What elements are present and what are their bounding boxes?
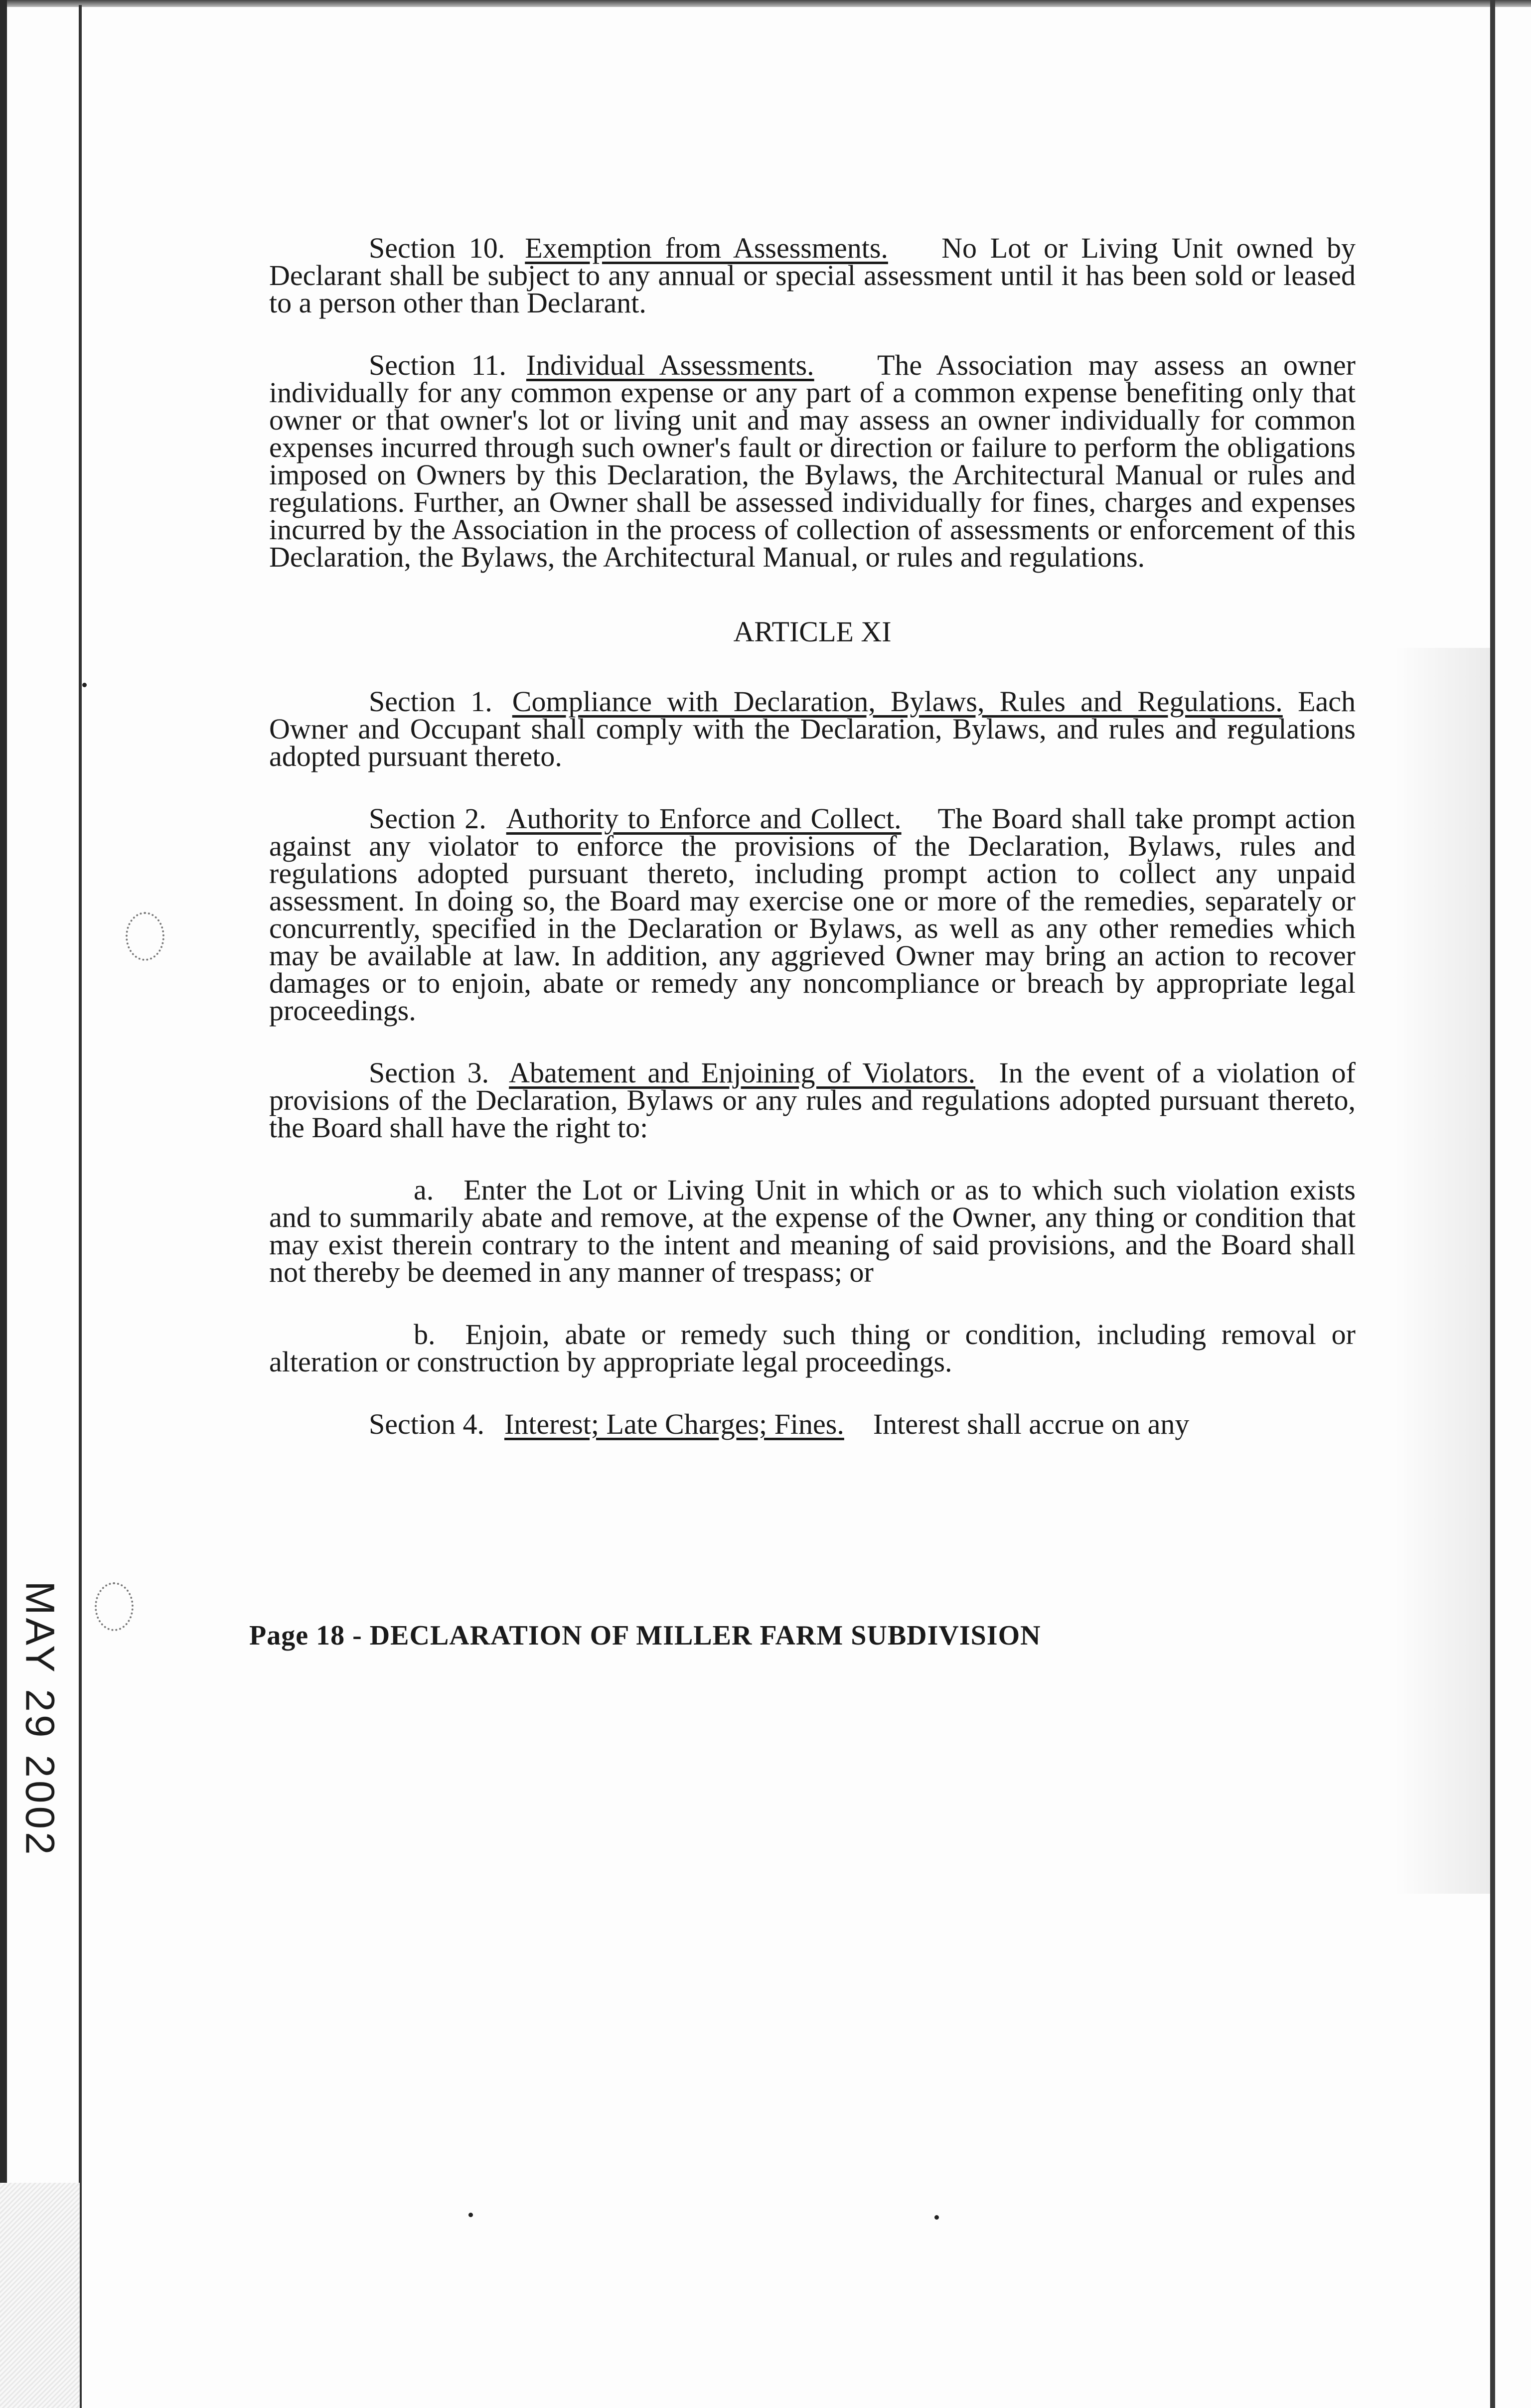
date-stamp-text: MAY 29 2002 <box>17 1581 63 1858</box>
section-label: Section 3. <box>369 1056 489 1089</box>
section-label: Section 10. <box>369 232 505 264</box>
article-section-2 <box>269 802 1356 1027</box>
section-10 <box>269 232 1356 319</box>
scan-left-edge <box>0 0 7 2408</box>
section-label: Section 2. <box>369 802 486 835</box>
subsection-a <box>269 1176 1356 1286</box>
article-section-1 <box>269 685 1356 772</box>
section-label: Section 11. <box>369 349 506 381</box>
punch-hole <box>95 1582 134 1631</box>
date-stamp <box>0 1581 80 1858</box>
subsection-letter: b. <box>414 1318 436 1351</box>
scan-noise <box>0 2183 80 2408</box>
section-text: No Lot or Living Unit owned by Declarant shall be subject to any annual or special assessment until it has been sold or leased to a person other than Declarant. <box>269 232 1356 319</box>
subsection-text: Enjoin, abate or remedy such thing or condition, including removal or alteration or construction by appropriate legal proceedings. <box>269 1318 1356 1378</box>
section-title: Individual Assessments. <box>526 349 814 381</box>
scan-shadow <box>1395 648 1490 1894</box>
scan-speck <box>934 2215 939 2220</box>
section-text: The Association may assess an owner individually for any common expense or any part of a common expense benefiting only that owner or that owner's lot or living unit and may assess an owner individually for common expenses incurred through such owner's fault or direction or failure to perform the obligations imposed on Owners by this Declaration, the Bylaws, the Architectural Manual or rules and regulations. Further, an Owner shall be assessed individually for fines, charges and expenses incurred by the Association in the process of collection of assessments or enforcement of this Declaration, the Bylaws, the Architectural Manual, or rules and regulations. <box>269 349 1356 573</box>
subsection-text: Enter the Lot or Living Unit in which or as to which such violation exists and to summarily abate and remove, at the expense of the Owner, any thing or condition that may exist therein contrary to the intent and meaning of said provisions, and the Board shall not thereby be deemed in any manner of trespass; or <box>269 1174 1356 1288</box>
document-body <box>269 234 1356 1473</box>
article-section-4 <box>269 1410 1356 1438</box>
section-11 <box>269 351 1356 571</box>
section-text: In the event of a violation of provisions of the Declaration, Bylaws or any rules and regulations adopted pursuant thereto, the Board shall have the right to: <box>269 1056 1356 1144</box>
article-section-3 <box>269 1056 1356 1144</box>
section-title: Abatement and Enjoining of Violators. <box>509 1056 976 1089</box>
section-title: Compliance with Declaration, Bylaws, Rules and Regulations. <box>512 685 1283 718</box>
section-label: Section 4. <box>369 1408 484 1440</box>
section-title: Interest; Late Charges; Fines. <box>504 1408 844 1440</box>
section-title: Authority to Enforce and Collect. <box>506 802 902 835</box>
scan-right-edge <box>1490 0 1495 2408</box>
binding-edge <box>79 5 82 2408</box>
punch-hole <box>126 912 164 961</box>
subsection-letter: a. <box>414 1174 434 1206</box>
scan-speck <box>82 683 87 687</box>
scan-top-edge <box>0 0 1531 7</box>
section-label: Section 1. <box>369 685 492 718</box>
section-text: Each Owner and Occupant shall comply with the Declaration, Bylaws, and rules and regulations adopted pursuant thereto. <box>269 685 1356 772</box>
page-footer: Page 18 - DECLARATION OF MILLER FARM SUBDIVISION <box>249 1620 1041 1651</box>
scan-speck <box>468 2213 473 2217</box>
subsection-b <box>269 1318 1356 1378</box>
section-title: Exemption from Assessments. <box>525 232 888 264</box>
section-text: Interest shall accrue on any <box>873 1408 1190 1440</box>
section-text: The Board shall take prompt action against any violator to enforce the provisions of the Declaration, Bylaws, rules and regulations adopted pursuant thereto, including prompt action to collect any unpaid assessment. In doing so, the Board may exercise one or more of the remedies, separately or concurrently, specified in the Declaration or Bylaws, as well as any other remedies which may be available at law. In addition, any aggrieved Owner may bring an action to recover damages or to enjoin, abate or remedy any noncompliance or breach by appropriate legal proceedings. <box>269 802 1356 1027</box>
article-heading: ARTICLE XI <box>733 615 892 648</box>
